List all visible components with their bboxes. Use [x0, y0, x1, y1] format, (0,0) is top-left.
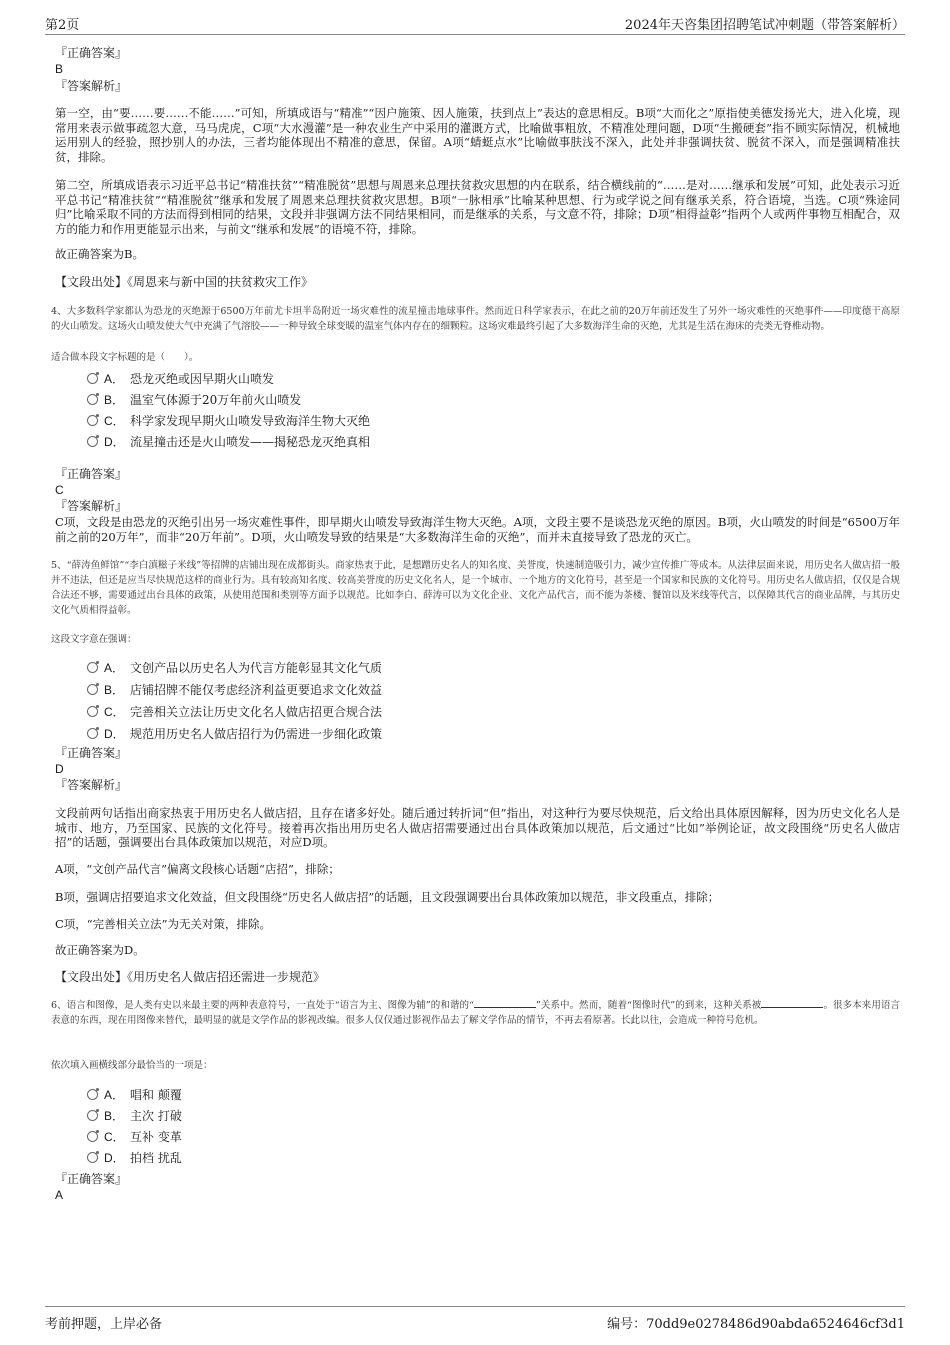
footer-slogan: 考前押题，上岸必备 [45, 1317, 163, 1332]
radio-icon[interactable] [87, 1110, 98, 1121]
document-title: 2024年天咨集团招聘笔试冲刺题（带答案解析） [624, 18, 905, 33]
radio-icon[interactable] [87, 394, 98, 405]
radio-icon[interactable] [87, 1089, 98, 1100]
source-citation: 【文段出处】《用历史名人做店招还需进一步规范》 [55, 970, 326, 984]
analysis-conclusion: 故正确答案为B。 [55, 247, 144, 261]
page-number: 第2页 [45, 18, 80, 33]
option-a[interactable]: A． 恐龙灭绝或因早期火山喷发 [87, 371, 274, 387]
fill-blank-2 [761, 998, 823, 1008]
document-code: 编号：70dd9e0278486d90abda6524646cf3d1 [607, 1317, 905, 1332]
radio-icon[interactable] [87, 684, 98, 695]
radio-icon[interactable] [87, 706, 98, 717]
correct-answer-value: C [55, 483, 64, 497]
radio-icon[interactable] [87, 1131, 98, 1142]
analysis-conclusion: 故正确答案为D。 [55, 943, 145, 957]
option-b[interactable]: B． 温室气体源于20万年前火山喷发 [87, 392, 301, 408]
analysis-paragraph: B项，强调店招要追求文化效益，但文段围绕“历史名人做店招”的话题，且文段强调要出台具体政策加以规范，非文段重点，排除； [55, 890, 720, 904]
analysis-paragraph: 文段前两句话指出商家热衷于用历史名人做店招，且存在诸多好处。随后通过转折词“但”指出，对这种行为要尽快规范，后文给出具体原因解释，因为历史文化名人是城市、地方，乃至国家、民族的文化符号。接着再次指出用历史名人做店招需要通过出台具体政策加以规范，后文通过“比如”举例论证，故文段围绕“历史名人做店招”的话题，强调要出台具体政策加以规范，对应D项。 [55, 806, 900, 849]
option-b[interactable]: B． 店铺招牌不能仅考虑经济利益更要追求文化效益 [87, 682, 382, 698]
correct-answer-label: 『正确答案』 [55, 46, 128, 60]
correct-answer-value: D [55, 762, 64, 776]
analysis-paragraph: 第一空，由“要……要……不能……”可知，所填成语与“精准”“因户施策、因人施策，扶到点上”表达的意思相反。B项“大而化之”原指使美德发扬光大，进入化境，现常用来表示做事疏忽大意，马马虎虎，C项“大水漫灌”是一种农业生产中采用的灌溉方式，比喻做事粗放，不精准处理问题，D项“生搬硬套”指不顾实际情况，机械地运用别人的经验，照抄别人的办法，三者均能体现出不精准的意思，保留。A项“蜻蜓点水”比喻做事肤浅不深入，此处并非强调扶贫、脱贫不深入，而是强调精准扶贫，排除。 [55, 106, 900, 164]
question-stem: 4、大多数科学家都认为恐龙的灭绝源于6500万年前尤卡坦半岛附近一场灾难性的流星撞击地球事件。然而近日科学家表示，在此之前的20万年前还发生了另外一场灾难性的灭绝事件——印度德干高原的火山喷发。这场火山喷发使大气中充满了气溶胶——一种导致全球变暖的温室气体内存在的细颗粒。这场灾难最终引起了大多数海洋生命的灭绝，尤其是生活在海床的壳类无脊椎动物。 [51, 306, 900, 332]
option-a[interactable]: A． 唱和 颠覆 [87, 1087, 182, 1103]
option-c[interactable]: C． 完善相关立法让历史文化名人做店招更合规合法 [87, 704, 382, 720]
question-prompt: 依次填入画横线部分最恰当的一项是： [51, 1060, 213, 1071]
analysis-label: 『答案解析』 [55, 79, 128, 93]
radio-icon[interactable] [87, 1152, 98, 1163]
option-c[interactable]: C． 互补 变革 [87, 1129, 182, 1145]
option-c[interactable]: C． 科学家发现早期火山喷发导致海洋生物大灭绝 [87, 413, 370, 429]
question-prompt: 这段文字意在强调： [51, 634, 137, 645]
fill-blank-1 [474, 998, 536, 1008]
page-header [45, 12, 905, 35]
analysis-paragraph: A项，“文创产品代言”偏离文段核心话题“店招”，排除； [55, 862, 340, 876]
option-b[interactable]: B． 主次 打破 [87, 1108, 182, 1124]
analysis-paragraph: 第二空，所填成语表示习近平总书记“精准扶贫”“精准脱贫”思想与周恩来总理扶贫救灾思想的内在联系，结合横线前的“……是对……继承和发展”可知，此处表示习近平总书记“精准扶贫”“精准脱贫”继承和发展了周恩来总理扶贫救灾思想。B项“一脉相承”比喻某种思想、行为或学说之间有继承关系，符合语境，当选。C项“殊途同归”比喻采取不同的方法而得到相同的结果，文段并非强调方法不同结果相同，而是继承的关系，与文意不符，排除；D项“相得益彰”指两个人或两件事物互相配合，双方的能力和作用更能显示出来，与前文“继承和发展”的语境不符，排除。 [55, 178, 900, 236]
option-a[interactable]: A． 文创产品以历史名人为代言方能彰显其文化气质 [87, 660, 382, 676]
analysis-label: 『答案解析』 [55, 499, 128, 513]
correct-answer-value: A [55, 1188, 64, 1202]
option-d[interactable]: D． 流星撞击还是火山喷发——揭秘恐龙灭绝真相 [87, 434, 370, 450]
analysis-paragraph: C项，“完善相关立法”为无关对策，排除。 [55, 917, 272, 931]
question-stem: 6、语言和图像，是人类有史以来最主要的两种表意符号，一直处于“语言为主、图像为辅”的和谐的“ ”关系中。然而，随着“图像时代”的到来，这种关系被 。很多本来用语言表意的东西，现在用图像来替代，最明显的就是文学作品的影视改编。很多人仅仅通过影视作品去了解文学作品的情节，不再去看原著。长此以往，会造成一种符号危机。 [51, 1000, 900, 1026]
correct-answer-label: 『正确答案』 [55, 746, 128, 760]
question-stem: 5、“薛涛鱼鲜馆”“李白滇糍子米线”等招牌的店铺出现在成都街头。商家热衷于此，是想蹭历史名人的知名度、美誉度，快速制造吸引力，减少宣传推广等成本。从法律层面来说，用历史名人做店招一般并不违法，但还是应当尽快规范这样的商业行为。具有较高知名度、较高美誉度的历史文化名人，是一个城市、一个地方的文化符号，甚至是一个国家和民族的文化符号。用历史名人做店招，仅仅是合规合法还不够，需要通过出台具体的政策，从使用范围和类别等方面予以规范。比如李白、薛涛可以为文化企业、文化产品代言，而不能为茶楼、餐馆以及米线等代言，以保障其代言的商业品牌，与其历史文化气质相得益彰。 [51, 560, 900, 616]
source-citation: 【文段出处】《周恩来与新中国的扶贫救灾工作》 [55, 275, 314, 289]
radio-icon[interactable] [87, 728, 98, 739]
option-d[interactable]: D． 拍档 扰乱 [87, 1150, 182, 1166]
option-d[interactable]: D． 规范用历史名人做店招行为仍需进一步细化政策 [87, 726, 382, 742]
page-footer [45, 1306, 905, 1335]
radio-icon[interactable] [87, 436, 98, 447]
correct-answer-label: 『正确答案』 [55, 467, 128, 481]
analysis-label: 『答案解析』 [55, 778, 128, 792]
radio-icon[interactable] [87, 415, 98, 426]
radio-icon[interactable] [87, 373, 98, 384]
radio-icon[interactable] [87, 662, 98, 673]
correct-answer-value: B [55, 62, 64, 76]
correct-answer-label: 『正确答案』 [55, 1172, 128, 1186]
question-prompt: 适合做本段文字标题的是（ ）。 [51, 352, 199, 363]
analysis-paragraph: C项，文段是由恐龙的灭绝引出另一场灾难性事件，即早期火山喷发导致海洋生物大灭绝。A项，文段主要不是谈恐龙灭绝的原因。B项，火山喷发的时间是“6500万年前之前的20万年”，而非“20万年前”。D项，火山喷发导致的结果是“大多数海洋生命的灭绝”，而并未直接导致了恐龙的灭亡。 [55, 515, 900, 544]
